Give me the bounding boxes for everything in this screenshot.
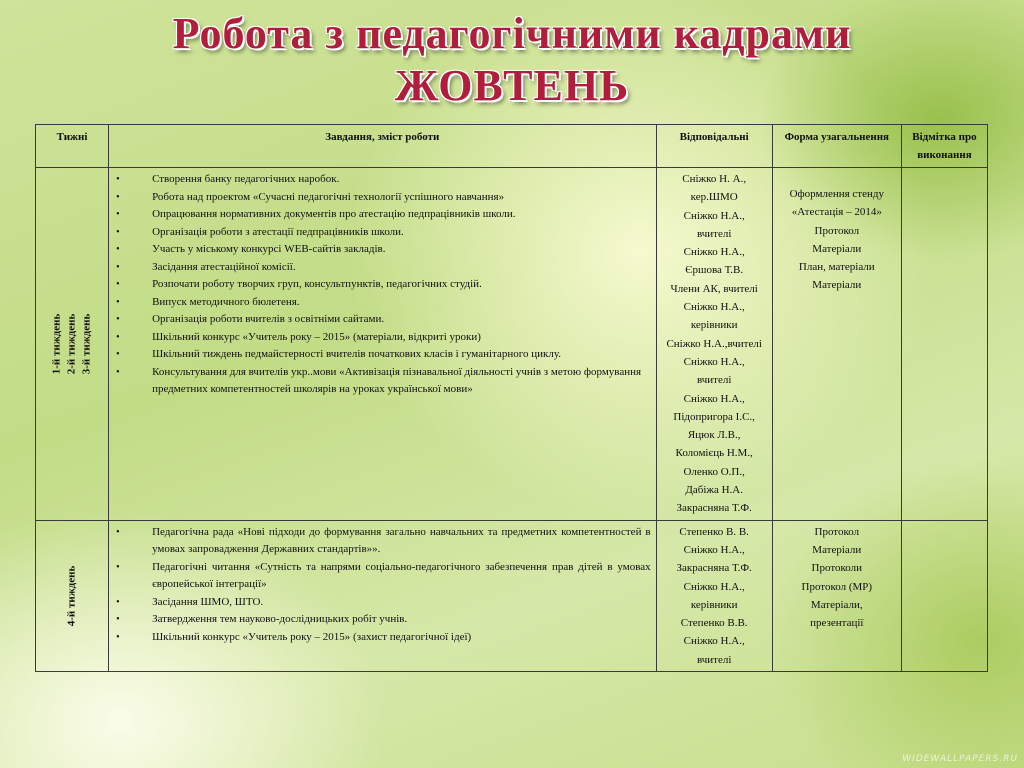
week-cell — [36, 520, 109, 671]
form-line: Протокол — [814, 224, 860, 237]
form-line: «Атестація – 2014» — [791, 206, 882, 219]
responsible-line: вчителі — [696, 374, 732, 387]
task-item: • Засідання ШМО, ШТО. — [110, 594, 651, 612]
responsible-line: Сніжко Н.А.,вчителі — [666, 337, 762, 350]
task-item: • Опрацювання нормативних документів про атестацію педпрацівників школи. — [110, 206, 651, 224]
task-item: • Шкільний тиждень педмайстерності вчителів початкових класів і гуманітарного циклу. — [110, 346, 651, 364]
responsible-line: Сніжко Н.А., — [683, 543, 745, 556]
responsible-cell — [656, 168, 772, 521]
page-title: Робота з педагогічними кадрами — [172, 9, 852, 58]
task-item: • Засідання атестаційної комісії. — [110, 259, 651, 277]
week-cell — [36, 168, 109, 521]
form-line: Протоколи — [811, 562, 863, 575]
responsible-line: Оленко О.П., — [683, 465, 745, 478]
responsible-line: Степенко В. В. — [679, 525, 749, 538]
responsible-line: кер.ШМО — [690, 191, 738, 204]
responsible-line: вчителі — [696, 227, 732, 240]
responsible-line: Сніжко Н.А., — [683, 635, 745, 648]
responsible-line: керівники — [690, 598, 738, 611]
task-item: • Участь у міському конкурсі WEB-сайтів закладів. — [110, 241, 651, 259]
week-label: 4-й тиждень — [65, 565, 78, 627]
form-line: Оформлення стенду — [789, 188, 884, 200]
responsible-line: вчителі — [696, 653, 732, 666]
table-row — [36, 168, 988, 521]
form-line: презентації — [810, 617, 864, 630]
task-item: • Організація роботи з атестації педпрацівників школи. — [110, 224, 651, 242]
tasks-cell — [109, 168, 657, 521]
task-item: • Затвердження тем науково-дослідницьких робіт учнів. — [110, 611, 651, 629]
page-subtitle: ЖОВТЕНЬ — [394, 61, 630, 110]
responsible-line: Сніжко Н.А., — [683, 580, 745, 593]
header-tasks: Завдання, зміст роботи — [109, 125, 657, 168]
form-line: Матеріали — [812, 543, 862, 556]
responsible-line: Сніжко Н.А., — [683, 209, 745, 222]
header-form: Форма узагальнення — [772, 125, 901, 168]
responsible-line: Коломієць Н.М., — [675, 447, 753, 460]
table-header-row — [36, 125, 988, 168]
responsible-line: Яцюк Л.В., — [687, 429, 741, 442]
task-item: • Створення банку педагогічних наробок. — [110, 171, 651, 189]
responsible-line: Сніжко Н.А., — [683, 355, 745, 368]
work-plan-table — [35, 124, 988, 672]
mark-cell — [901, 520, 987, 671]
header-mark: Відмітка про виконання — [901, 125, 987, 168]
form-line: План, матеріали — [798, 261, 875, 274]
watermark: WIDEWALLPAPERS.RU — [902, 754, 1018, 764]
responsible-cell — [656, 520, 772, 671]
task-item: • Випуск методичного бюлетеня. — [110, 294, 651, 312]
responsible-line: Підопригора І.С., — [673, 410, 755, 423]
form-line: Протокол — [814, 525, 860, 538]
header-responsible: Відповідальні — [656, 125, 772, 168]
responsible-line: Сніжко Н. А., — [682, 173, 747, 185]
responsible-line: Дабіжа Н.А. — [685, 484, 744, 497]
week-label: 2-й тиждень — [65, 313, 78, 375]
table-row — [36, 520, 988, 671]
mark-cell — [901, 168, 987, 521]
task-item: • Шкільний конкурс «Учитель року – 2015» (захист педагогічної ідеї) — [110, 629, 651, 647]
form-line: Матеріали — [812, 279, 862, 292]
task-item: • Педагогічна рада «Нові підходи до формування загально навчальних та предметних компетентностей в умовах запровадження Державних стандартів»». — [110, 524, 651, 559]
responsible-line: Сніжко Н.А., — [683, 392, 745, 405]
header-weeks: Тижні — [36, 125, 109, 168]
task-item: • Педагогічні читання «Сутність та напрями соціально-педагогічного забезпечення прав дітей в умовах європейської інтеграції» — [110, 559, 651, 594]
responsible-line: Члени АК, вчителі — [670, 282, 758, 295]
task-item: • Консультування для вчителів укр..мови «Активізація пізнавальної діяльності учнів з метою формування предметних компетентностей школярів на уроках української мови» — [110, 364, 651, 399]
task-item: • Шкільний конкурс «Учитель року – 2015» (матеріали, відкриті уроки) — [110, 329, 651, 347]
task-list — [110, 522, 655, 649]
responsible-line: Закрасняна Т.Ф. — [676, 502, 752, 515]
form-line: Протокол (МР) — [801, 580, 873, 593]
responsible-line: керівники — [690, 319, 738, 332]
form-cell — [772, 168, 901, 521]
responsible-line: Закрасняна Т.Ф. — [676, 562, 752, 575]
form-line: Матеріали, — [810, 598, 863, 611]
week-label: 1-й тиждень — [50, 313, 63, 375]
responsible-line: Сніжко Н.А., — [683, 301, 745, 314]
task-item: • Розпочати роботу творчих груп, консультпунктів, педагогічних студій. — [110, 276, 651, 294]
week-label: 3-й тиждень — [80, 313, 93, 375]
responsible-line: Єршова Т.В. — [685, 264, 744, 277]
responsible-line: Сніжко Н.А., — [683, 246, 745, 259]
responsible-line: Степенко В.В. — [680, 617, 748, 630]
tasks-cell — [109, 520, 657, 671]
form-line: Матеріали — [812, 242, 862, 255]
task-item: • Робота над проектом «Сучасні педагогічні технології успішного навчання» — [110, 189, 651, 207]
form-cell — [772, 520, 901, 671]
task-list — [110, 169, 655, 401]
task-item: • Організація роботи вчителів з освітніми сайтами. — [110, 311, 651, 329]
